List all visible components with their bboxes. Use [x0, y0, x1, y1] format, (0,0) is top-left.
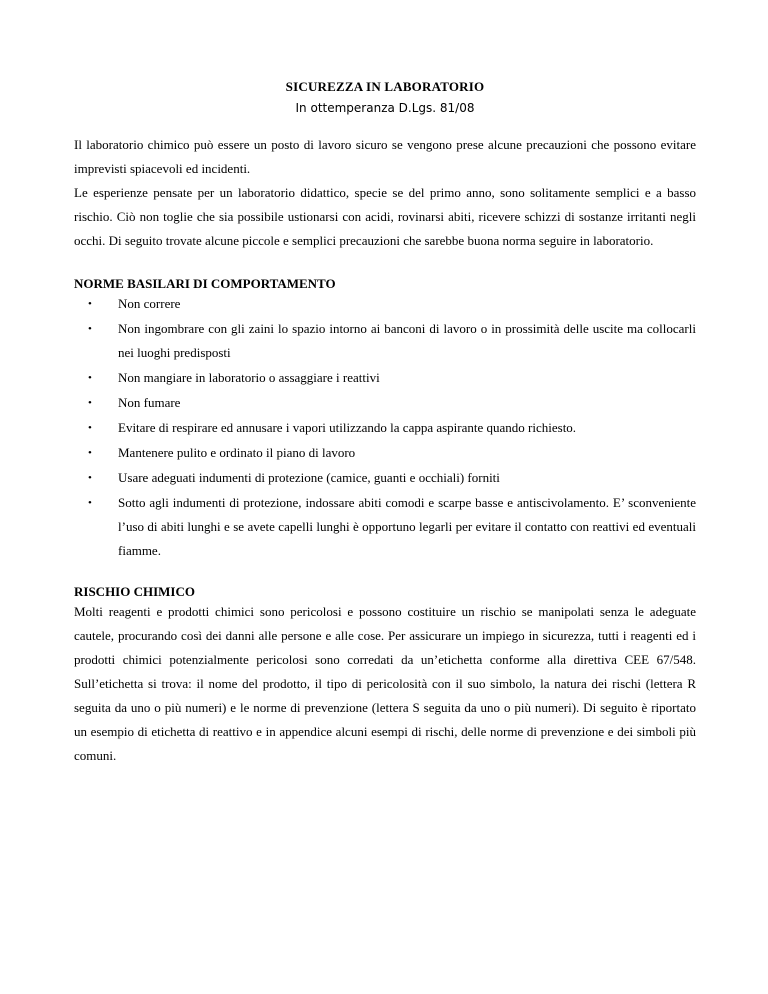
- list-item: [74, 416, 696, 440]
- list-item: [74, 491, 696, 563]
- bullet-icon: •: [88, 323, 92, 335]
- document-title: SICUREZZA IN LABORATORIO: [285, 79, 485, 94]
- list-item-text: Non correre: [118, 296, 181, 311]
- bullet-icon: •: [88, 497, 92, 509]
- bullet-icon: •: [88, 472, 92, 484]
- list-item: [74, 366, 696, 390]
- list-item-text: Evitare di respirare ed annusare i vapori utilizzando la cappa aspirante quando richiesto.: [118, 420, 577, 435]
- list-item-text: Non mangiare in laboratorio o assaggiare i reattivi: [118, 370, 380, 385]
- bullet-icon: •: [88, 372, 92, 384]
- list-item-text: Usare adeguati indumenti di protezione (camice, guanti e occhiali) forniti: [118, 470, 500, 485]
- list-item-text: Non ingombrare con gli zaini lo spazio intorno ai banconi di lavoro o in prossimità delle uscite ma collocarli nei luoghi predisposti: [118, 321, 696, 360]
- bullet-icon: •: [88, 447, 92, 459]
- list-item-text: Sotto agli indumenti di protezione, indossare abiti comodi e scarpe basse e antiscivolamento. E’ sconveniente l’uso di abiti lunghi e se avete capelli lunghi è opportuno legarli per evitare il contatto con reattivi ed eventuali fiamme.: [118, 495, 696, 558]
- list-item: [74, 292, 696, 316]
- list-item: [74, 441, 696, 465]
- norme-heading: NORME BASILARI DI COMPORTAMENTO: [74, 276, 336, 291]
- bullet-icon: •: [88, 298, 92, 310]
- bullet-icon: •: [88, 397, 92, 409]
- rischio-heading: RISCHIO CHIMICO: [74, 584, 195, 599]
- norme-list: [74, 292, 696, 563]
- list-item: [74, 317, 696, 365]
- intro-paragraph-2: Le esperienze pensate per un laboratorio didattico, specie se del primo anno, sono solitamente semplici e a basso rischio. Ciò non toglie che sia possibile ustionarsi con acidi, rovinarsi abiti, ricevere schizzi di sostanze irritanti negli occhi. Di seguito trovate alcune piccole e semplici precauzioni che sarebbe buona norma seguire in laboratorio.: [74, 185, 696, 248]
- rischio-paragraph: Molti reagenti e prodotti chimici sono pericolosi e possono costituire un rischio se manipolati senza le adeguate cautele, procurando così dei danni alle persone e alle cose. Per assicurare un impiego in sicurezza, tutti i reagenti ed i prodotti chimici potenzialmente pericolosi sono corredati da un’etichetta conforme alla direttiva CEE 67/548. Sull’etichetta si trova: il nome del prodotto, il tipo di pericolosità con il suo simbolo, la natura dei rischi (lettera R seguita da uno o più numeri) e le norme di prevenzione (lettera S seguita da uno o più numeri). Di seguito è riportato un esempio di etichetta di reattivo e in appendice alcuni esempi di rischi, delle norme di prevenzione e dei simboli più comuni.: [74, 604, 696, 763]
- bullet-icon: •: [88, 422, 92, 434]
- intro-paragraph-1: Il laboratorio chimico può essere un posto di lavoro sicuro se vengono prese alcune precauzioni che possono evitare imprevisti spiacevoli ed incidenti.: [74, 137, 696, 176]
- list-item-text: Non fumare: [118, 395, 181, 410]
- document-page: [74, 78, 696, 768]
- list-item: [74, 466, 696, 490]
- list-item: [74, 391, 696, 415]
- document-subtitle: In ottemperanza D.Lgs. 81/08: [295, 101, 475, 115]
- list-item-text: Mantenere pulito e ordinato il piano di lavoro: [118, 445, 356, 460]
